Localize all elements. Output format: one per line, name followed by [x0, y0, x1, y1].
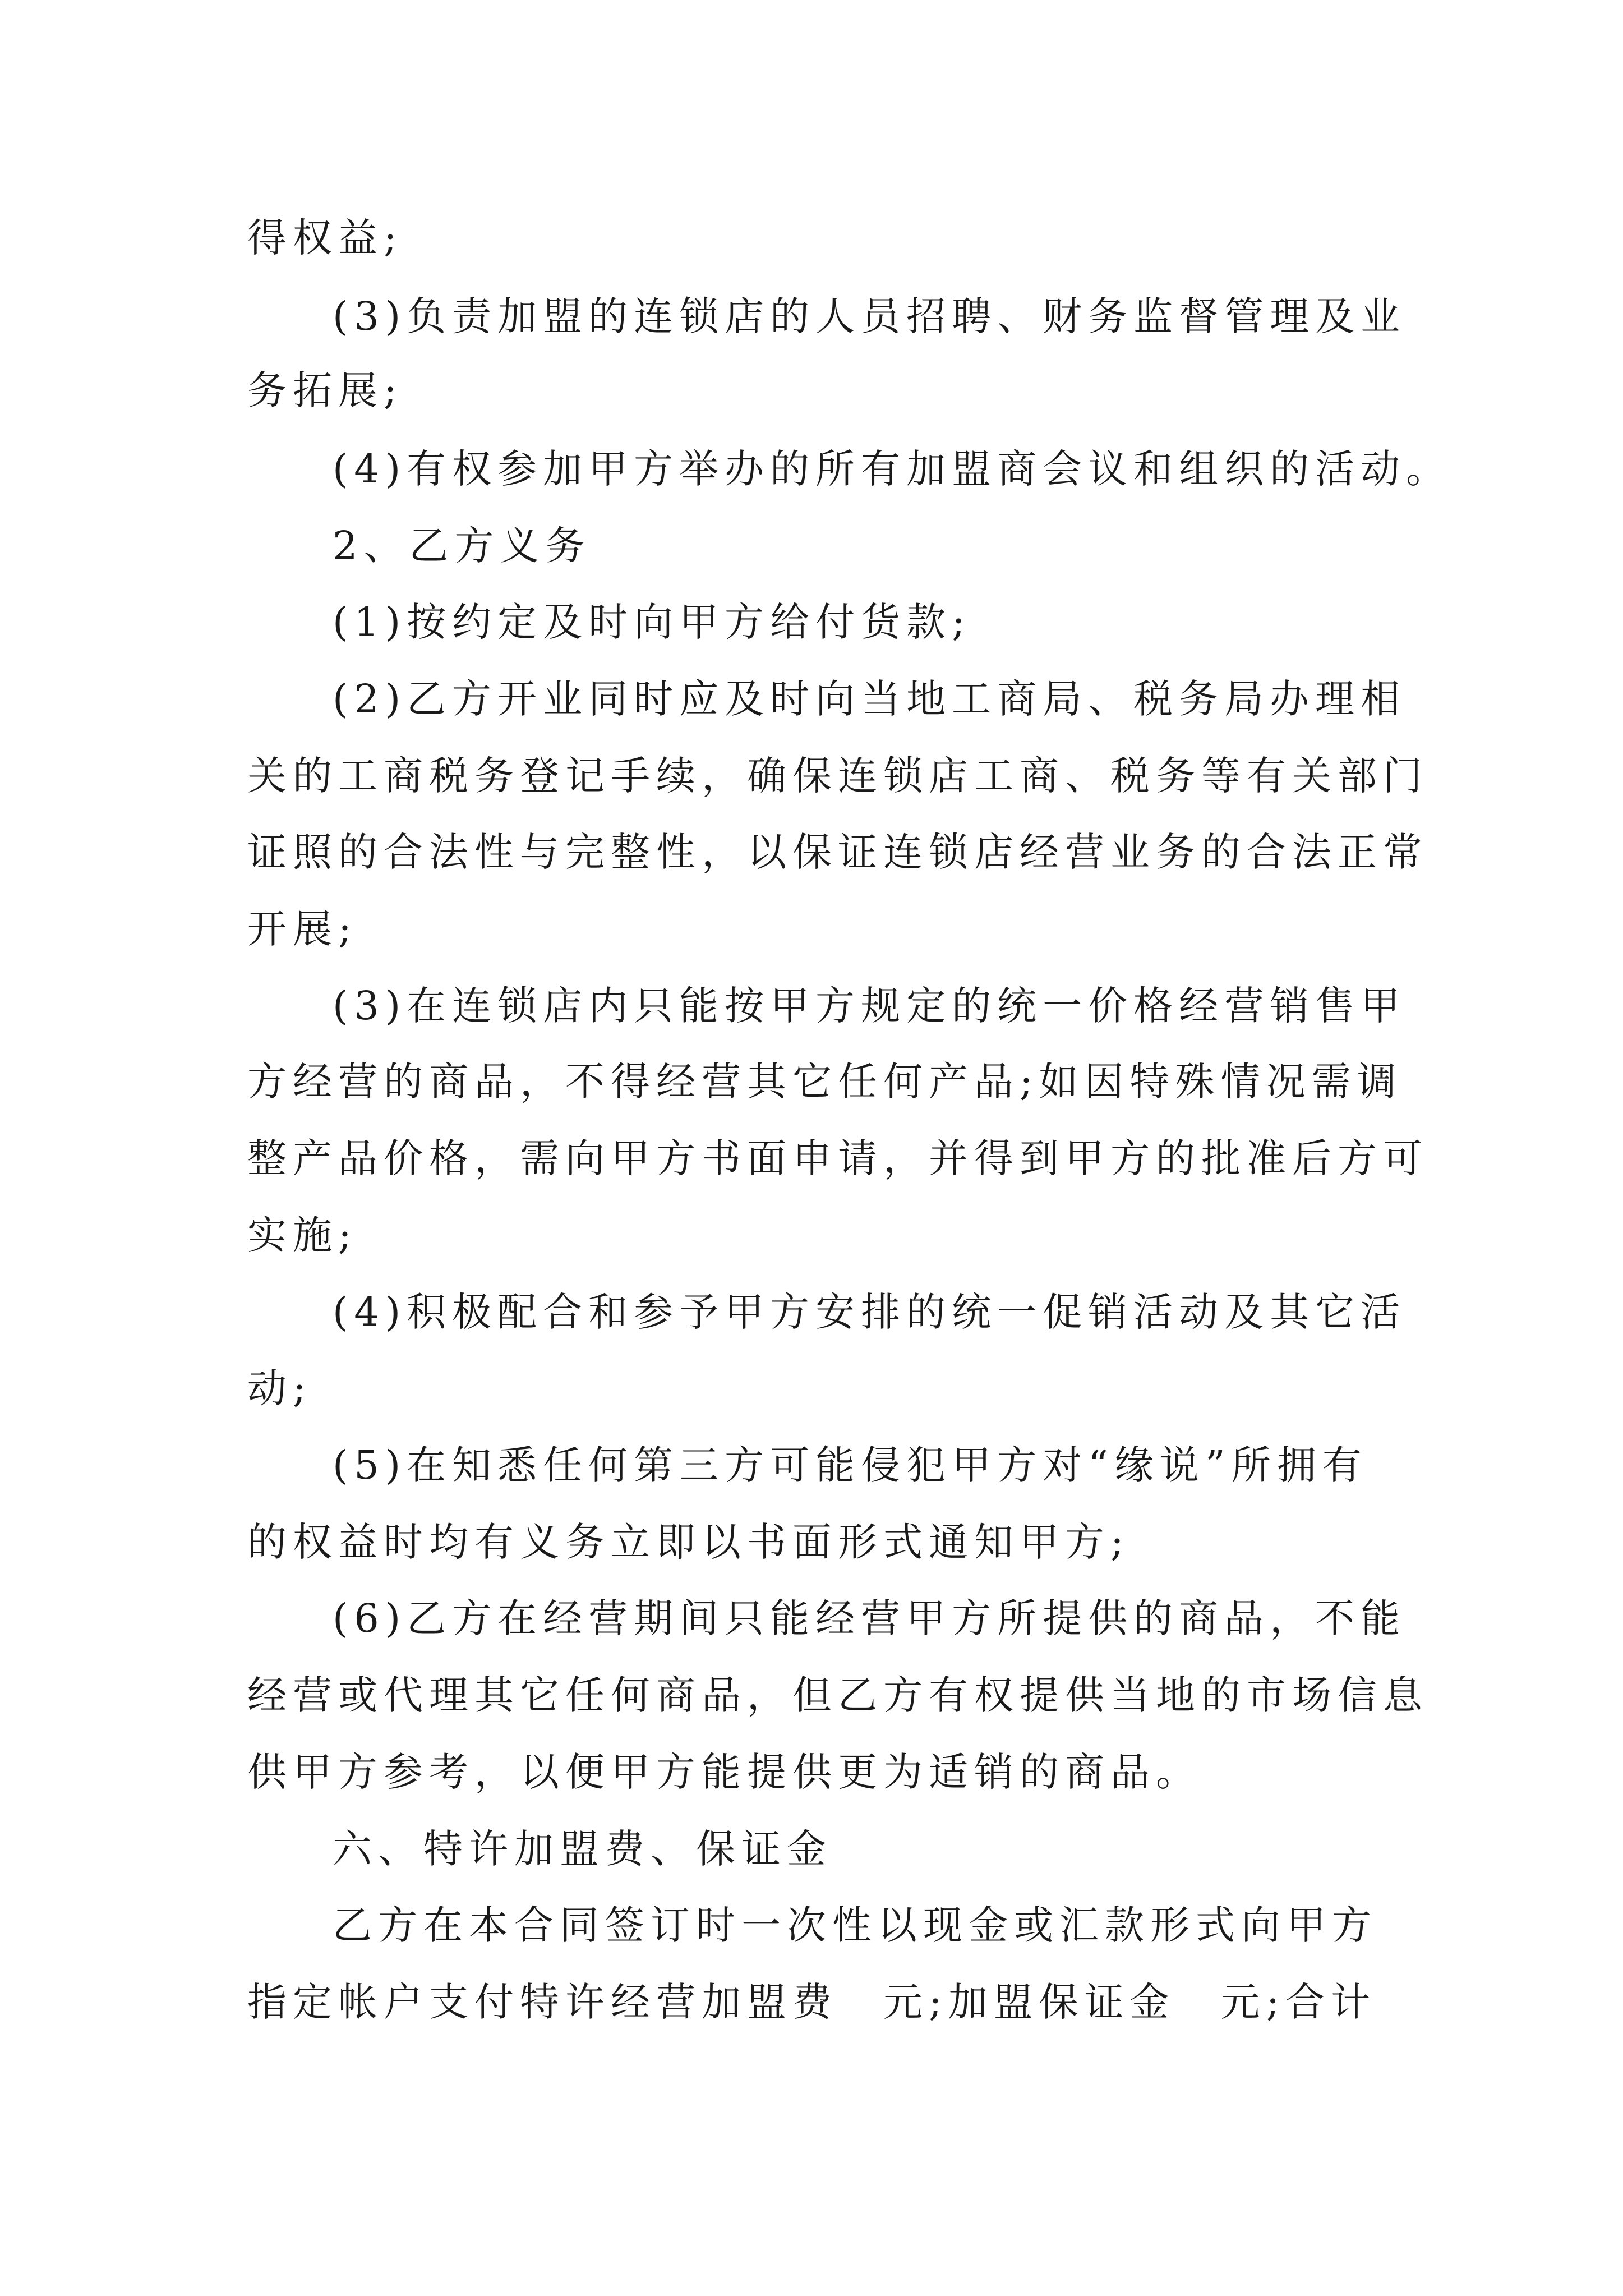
text-line: 关的工商税务登记手续，确保连锁店工商、税务等有关部门	[247, 753, 1428, 799]
section-heading: 2、乙方义务	[333, 523, 591, 569]
text-line: 方经营的商品，不得经营其它任何产品;如因特殊情况需调	[247, 1059, 1403, 1105]
text-line: 实施;	[247, 1212, 358, 1258]
text-line: 证照的合法性与完整性，以保证连锁店经营业务的合法正常	[247, 829, 1428, 875]
text-line: (3)负责加盟的连锁店的人员招聘、财务监督管理及业	[333, 293, 1407, 339]
text-line: 得权益;	[247, 215, 403, 261]
text-line: (6)乙方在经营期间只能经营甲方所提供的商品，不能	[333, 1595, 1407, 1641]
text-line: (4)有权参加甲方举办的所有加盟商会议和组织的活动。	[333, 446, 1452, 492]
text-line: 经营或代理其它任何商品，但乙方有权提供当地的市场信息	[247, 1672, 1428, 1718]
text-line: (4)积极配合和参予甲方安排的统一促销活动及其它活	[333, 1289, 1407, 1335]
text-line: 指定帐户支付特许经营加盟费 元;加盟保证金 元;合计	[247, 1979, 1377, 2025]
text-line: 乙方在本合同签订时一次性以现金或汇款形式向甲方	[333, 1902, 1377, 1948]
section-heading: 六、特许加盟费、保证金	[333, 1826, 832, 1872]
text-line: 动;	[247, 1365, 312, 1411]
text-line: 务拓展;	[247, 367, 403, 413]
text-line: 的权益时均有义务立即以书面形式通知甲方;	[247, 1519, 1130, 1565]
text-line: (3)在连锁店内只能按甲方规定的统一价格经营销售甲	[333, 983, 1407, 1029]
text-line: 开展;	[247, 906, 358, 952]
text-line: (2)乙方开业同时应及时向当地工商局、税务局办理相	[333, 676, 1407, 722]
text-line: 整产品价格，需向甲方书面申请，并得到甲方的批准后方可	[247, 1135, 1428, 1181]
text-line: (5)在知悉任何第三方可能侵犯甲方对“缘说”所拥有	[333, 1442, 1368, 1488]
text-line: 供甲方参考，以便甲方能提供更为适销的商品。	[247, 1749, 1201, 1795]
text-line: (1)按约定及时向甲方给付货款;	[333, 599, 971, 645]
